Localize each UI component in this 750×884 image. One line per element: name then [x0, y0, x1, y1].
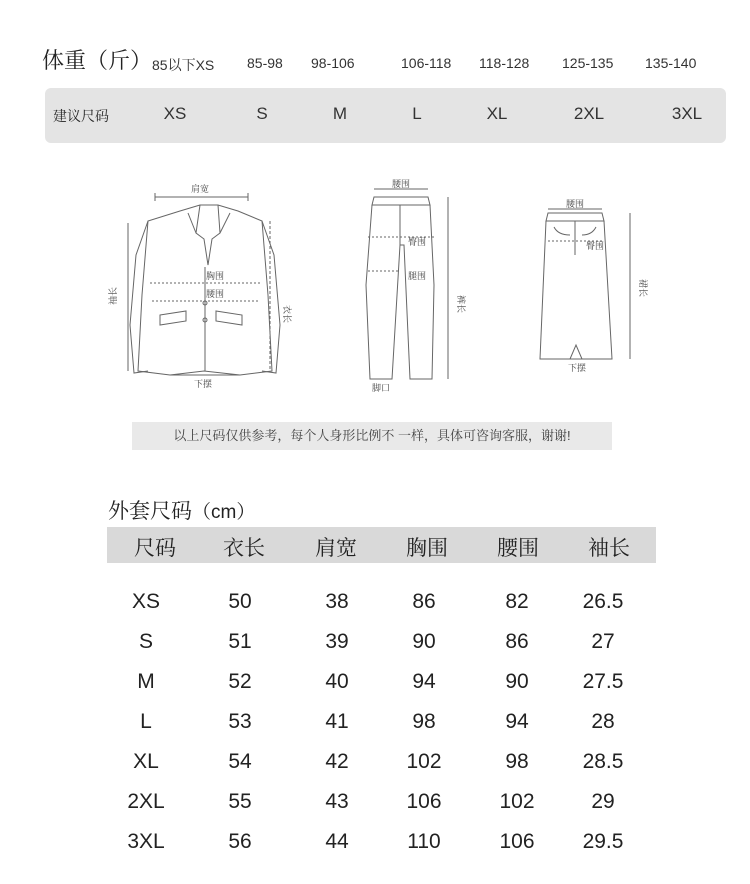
weight-range-s: 85-98	[247, 55, 283, 71]
table-cell-length: 56	[228, 830, 252, 853]
jacket-label-hem: 下摆	[194, 379, 213, 389]
table-cell-shoulder: 41	[325, 710, 349, 733]
skirt-label-hip: 臀围	[586, 241, 605, 251]
table-header-chest: 胸围	[406, 537, 448, 560]
table-cell-size: 2XL	[127, 790, 165, 813]
pants-label-leg-opening: 脚口	[372, 383, 391, 393]
table-cell-waist: 106	[499, 830, 535, 853]
table-cell-length: 51	[228, 630, 252, 653]
table-header-shoulder: 肩宽	[315, 537, 357, 560]
jacket-label-chest: 胸围	[206, 271, 225, 281]
weight-range-2xl: 125-135	[562, 55, 614, 71]
suggested-size-xs: XS	[163, 104, 187, 123]
table-cell-waist: 90	[505, 670, 529, 693]
jacket-label-waist: 腰围	[206, 289, 225, 299]
suggested-size-m: M	[332, 104, 348, 123]
jacket-label-shoulder: 肩宽	[191, 184, 210, 194]
table-cell-size: S	[138, 630, 153, 653]
table-cell-shoulder: 39	[325, 630, 349, 653]
table-cell-size: XS	[131, 590, 160, 613]
measurement-diagram	[100, 175, 660, 405]
skirt-illustration	[540, 209, 630, 359]
table-cell-size: M	[137, 670, 155, 693]
table-cell-sleeve: 27	[591, 630, 615, 653]
pants-label-waist: 腰围	[392, 179, 411, 189]
weight-title: 体重（斤）	[42, 48, 153, 73]
table-cell-size: 3XL	[127, 830, 165, 853]
table-cell-length: 55	[228, 790, 252, 813]
table-cell-chest: 90	[412, 630, 436, 653]
table-cell-shoulder: 43	[325, 790, 349, 813]
table-cell-size: L	[140, 710, 152, 733]
table-cell-sleeve: 26.5	[582, 590, 624, 613]
suggested-size-l: L	[412, 104, 422, 123]
table-cell-shoulder: 40	[325, 670, 349, 693]
skirt-label-waist: 腰围	[566, 199, 585, 209]
table-cell-waist: 86	[505, 630, 529, 653]
table-cell-chest: 86	[412, 590, 436, 613]
table-header-waist: 腰围	[497, 537, 539, 560]
table-cell-shoulder: 44	[325, 830, 349, 853]
weight-range-m: 98-106	[311, 55, 355, 71]
skirt-label-hem: 下摆	[568, 363, 587, 373]
suggested-size-3xl: 3XL	[671, 104, 703, 123]
table-header-length: 衣长	[223, 537, 265, 560]
table-header-size: 尺码	[134, 537, 176, 560]
table-cell-chest: 110	[407, 830, 441, 853]
suggested-size-s: S	[256, 104, 268, 123]
table-cell-length: 50	[228, 590, 252, 613]
jacket-label-sleeve: 袖长	[108, 286, 118, 305]
table-cell-chest: 98	[412, 710, 436, 733]
table-cell-chest: 94	[412, 670, 436, 693]
pants-illustration	[366, 189, 448, 379]
weight-range-3xl: 135-140	[645, 55, 697, 71]
table-title-text: 外套尺码	[108, 500, 192, 523]
table-header-sleeve: 袖长	[588, 537, 630, 560]
table-cell-sleeve: 27.5	[582, 670, 624, 693]
suggested-size-2xl: 2XL	[573, 104, 605, 123]
table-cell-shoulder: 42	[325, 750, 349, 773]
table-cell-length: 52	[228, 670, 252, 693]
table-cell-length: 53	[228, 710, 252, 733]
table-cell-size: XL	[133, 750, 159, 773]
table-unit: （cm）	[192, 502, 256, 523]
table-cell-waist: 102	[499, 790, 535, 813]
table-title	[108, 495, 255, 525]
table-cell-sleeve: 29.5	[582, 830, 624, 853]
table-cell-waist: 98	[505, 750, 529, 773]
pants-label-length: 裤长	[456, 295, 466, 314]
jacket-label-length: 衣长	[282, 305, 292, 324]
pants-label-thigh: 腿围	[408, 271, 427, 281]
table-cell-waist: 94	[505, 710, 529, 733]
table-cell-shoulder: 38	[325, 590, 349, 613]
weight-range-xs: 85以下XS	[152, 57, 215, 73]
skirt-label-length: 裙长	[638, 279, 648, 298]
size-note: 以上尺码仅供参考，每个人身形比例不 一样，具体可咨询客服，谢谢!	[132, 422, 612, 450]
suggested-size-label: 建议尺码	[53, 108, 109, 124]
jacket-illustration	[128, 193, 280, 375]
table-cell-length: 54	[228, 750, 252, 773]
weight-range-l: 106-118	[401, 55, 452, 71]
table-cell-sleeve: 28.5	[582, 750, 624, 773]
table-cell-chest: 106	[406, 790, 442, 813]
table-cell-waist: 82	[505, 590, 529, 613]
suggested-size-xl: XL	[486, 104, 508, 123]
table-cell-sleeve: 29	[591, 790, 615, 813]
table-cell-chest: 102	[406, 750, 442, 773]
pants-label-hip: 臀围	[408, 237, 427, 247]
weight-range-xl: 118-128	[479, 55, 530, 71]
table-cell-sleeve: 28	[591, 710, 615, 733]
